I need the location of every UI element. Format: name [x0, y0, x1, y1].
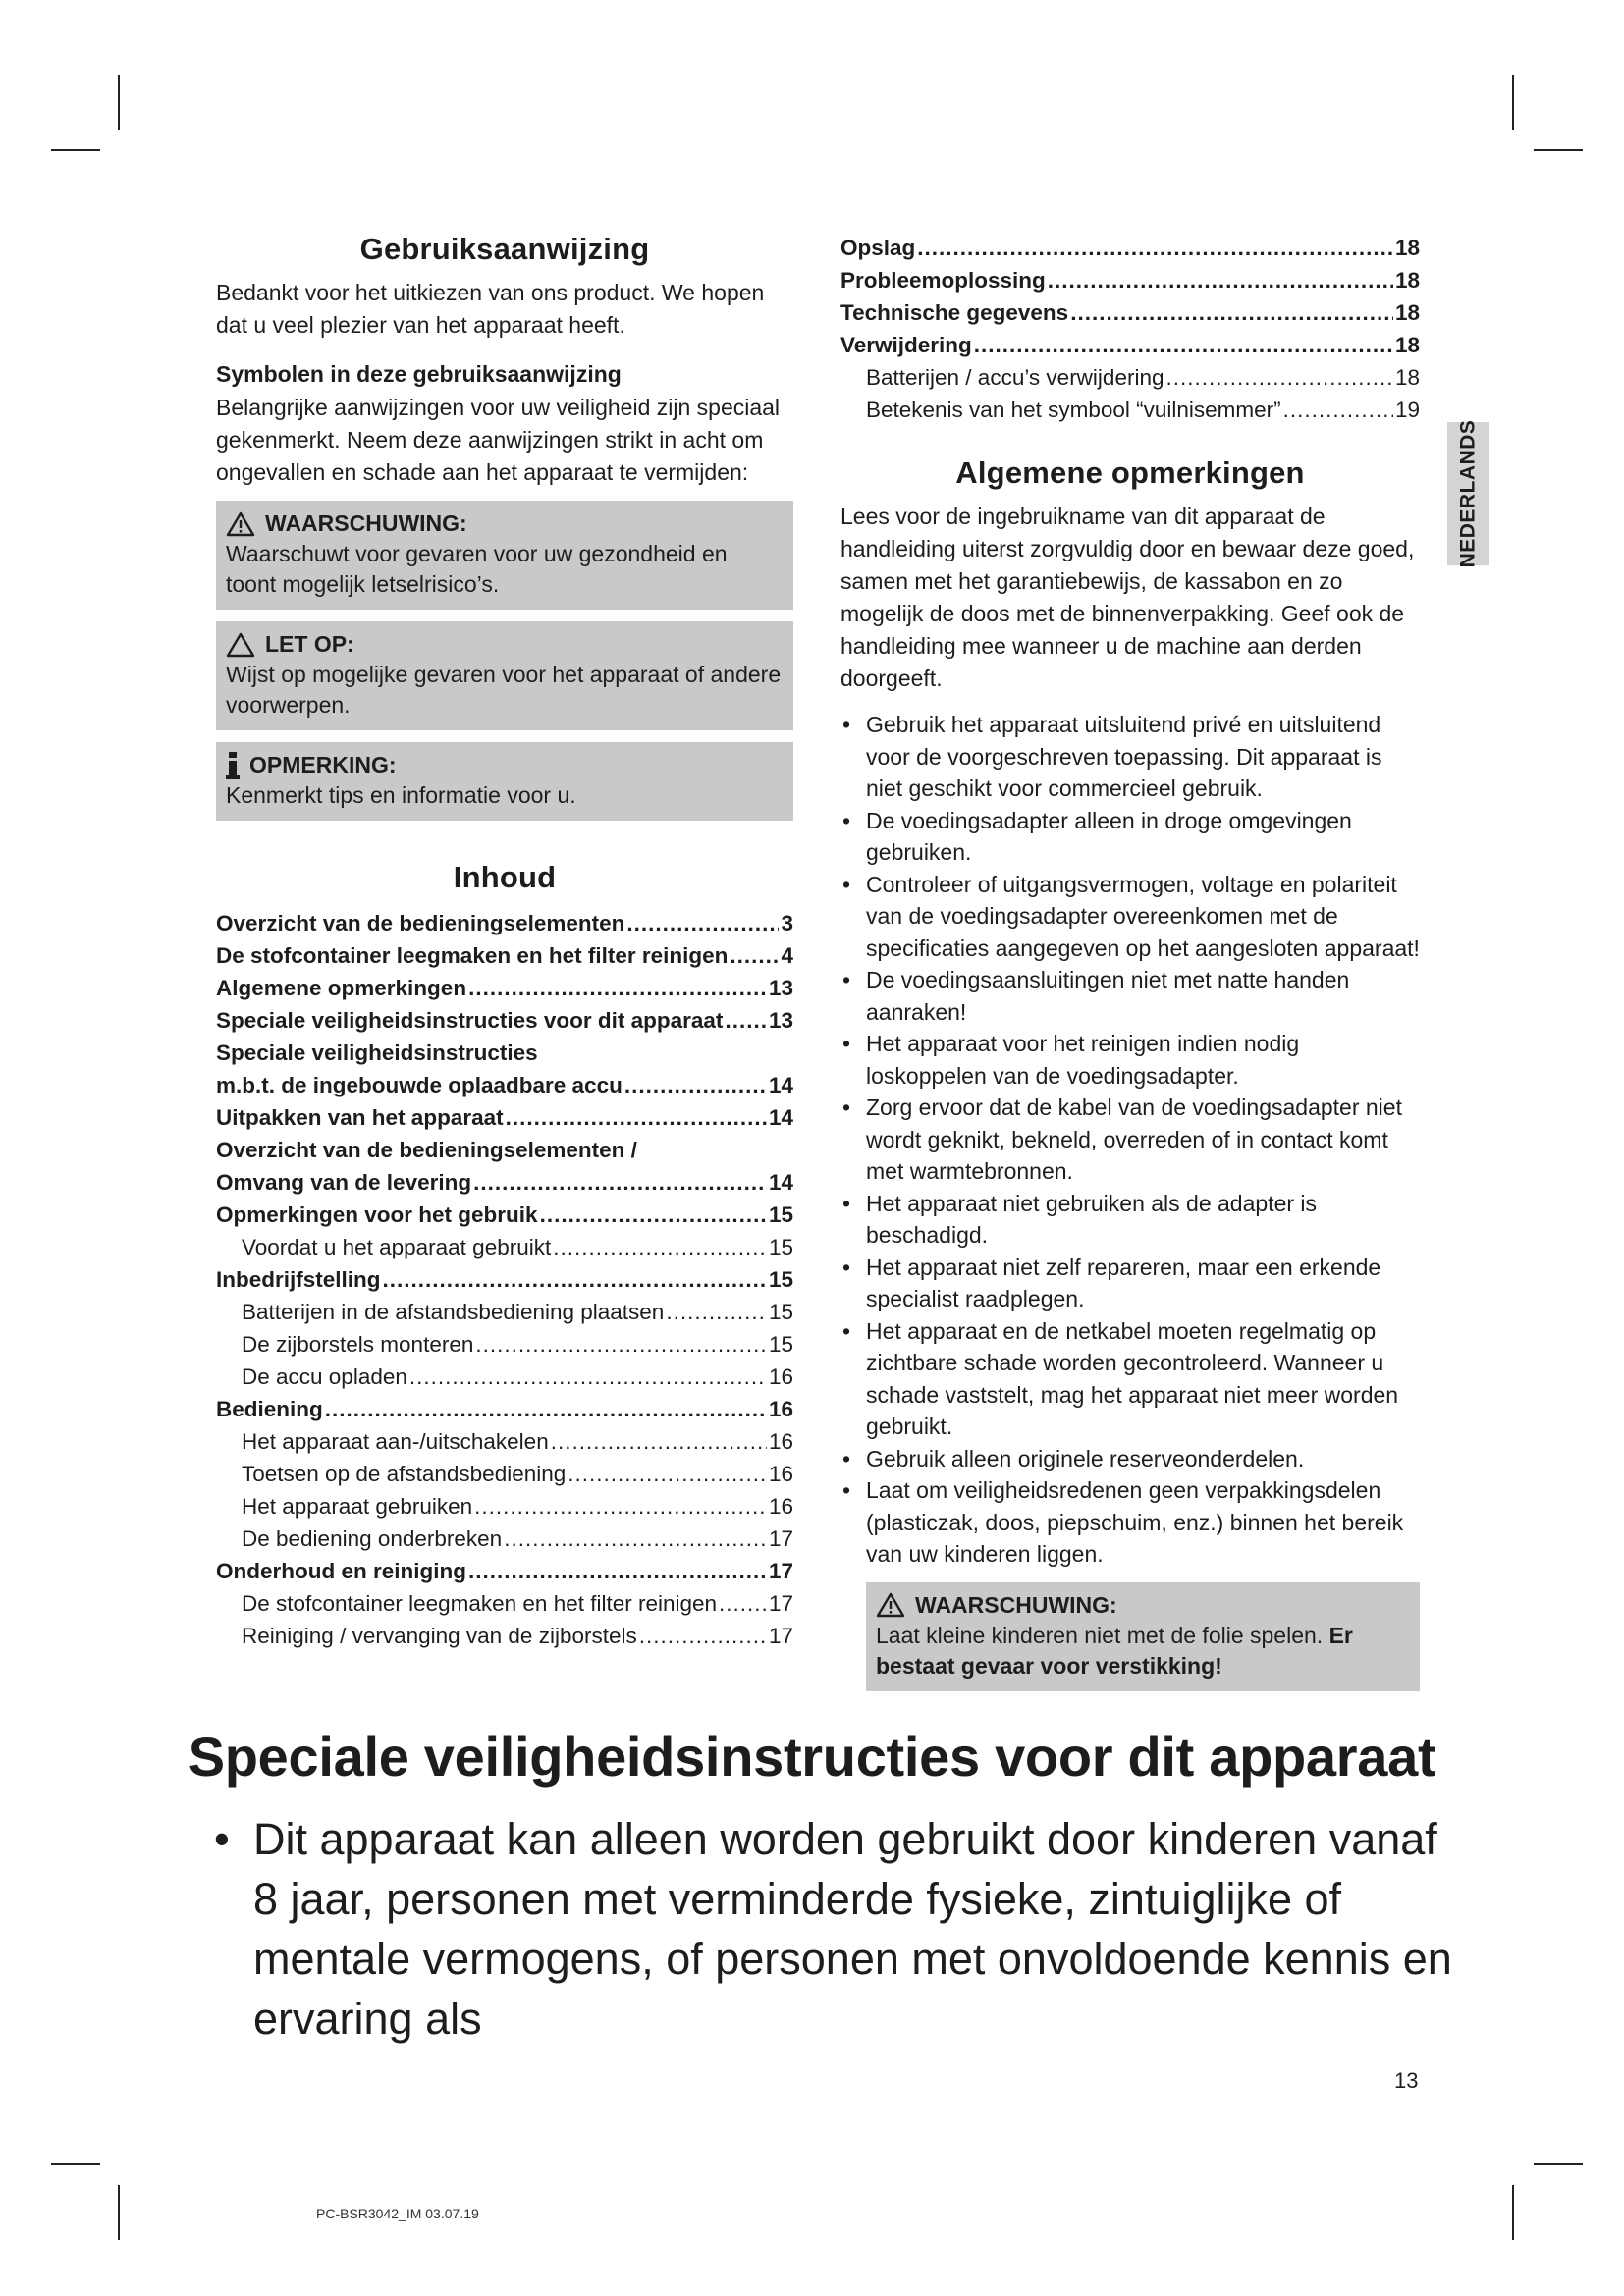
toc-leader-dots: [1048, 264, 1393, 296]
toc-entry: [216, 1361, 793, 1393]
toc-entry-label: De bediening onderbreken: [242, 1526, 503, 1551]
bullet-item: • De voedingsaansluitingen niet met natte handen aanraken!: [840, 964, 1420, 1028]
toc-entry-page: 16: [768, 1397, 793, 1421]
toc-entry-label: Het apparaat gebruiken: [242, 1494, 473, 1519]
warning-text-bold: Er bestaat gevaar voor verstikking!: [876, 1622, 1353, 1679]
toc-entry-label: De accu opladen: [242, 1364, 407, 1389]
toc-entry-page: 4: [781, 943, 793, 968]
toc-entry-page: 14: [768, 1073, 793, 1097]
toc-leader-dots: [1283, 394, 1393, 426]
toc-leader-dots: [553, 1231, 767, 1263]
toc-entry: [216, 1393, 793, 1425]
warning-text: Waarschuwt voor gevaren voor uw gezondheid en toont mogelijk letselrisico’s.: [226, 541, 728, 597]
toc-entry: [216, 939, 793, 972]
toc-entry-label: Overzicht van de bedieningselementen /: [216, 1138, 637, 1162]
toc-leader-dots: [666, 1296, 767, 1328]
toc-entry: [216, 1620, 793, 1652]
toc-entry-label: Opslag: [840, 236, 916, 260]
note-title: OPMERKING:: [249, 752, 397, 777]
bullet-item: • Het apparaat niet zelf repareren, maar een erkende specialist raadplegen.: [840, 1252, 1420, 1315]
toc-entry: [216, 1101, 793, 1134]
bullet-item: • De voedingsadapter alleen in droge omgevingen gebruiken.: [840, 805, 1420, 869]
toc-entry-label: Bediening: [216, 1397, 323, 1421]
warning-text-plain: Laat kleine kinderen niet met de folie spelen.: [876, 1622, 1324, 1648]
toc-entry-label: Probleemoplossing: [840, 268, 1046, 293]
toc-entry: [216, 1231, 793, 1263]
toc-entry: [216, 1199, 793, 1231]
toc-entry-page: 16: [768, 1494, 793, 1519]
toc-leader-dots: [974, 329, 1393, 361]
note-notice: [216, 742, 793, 821]
bullet-item: • Zorg ervoor dat de kabel van de voedingsadapter niet wordt geknikt, bekneld, overreden of in contact komt met warmtebronnen.: [840, 1092, 1420, 1188]
toc-leader-dots: [506, 1101, 767, 1134]
warning-notice: [216, 501, 793, 610]
warning-triangle-icon: [876, 1592, 905, 1618]
toc-leader-dots: [917, 232, 1393, 264]
toc-leader-dots: [475, 1328, 767, 1361]
suffocation-warning-notice: [866, 1582, 1420, 1691]
toc-leader-dots: [468, 1555, 767, 1587]
toc-entry-label: Uitpakken van het apparaat: [216, 1105, 504, 1130]
toc-leader-dots: [725, 1004, 767, 1037]
toc-leader-dots: [474, 1490, 767, 1522]
toc-entry-label: Opmerkingen voor het gebruik: [216, 1202, 538, 1227]
table-of-contents-continued: [840, 232, 1420, 426]
toc-entry-label: Onderhoud en reiniging: [216, 1559, 466, 1583]
intro-text: Bedankt voor het uitkiezen van ons product. We hopen dat u veel plezier van het apparaat heeft.: [216, 280, 765, 338]
toc-entry-page: 18: [1394, 365, 1420, 390]
right-column: [840, 232, 1420, 1691]
warning-title: WAARSCHUWING:: [915, 1591, 1117, 1618]
toc-entry: [840, 296, 1420, 329]
toc-entry-page: 15: [768, 1332, 793, 1357]
toc-leader-dots: [624, 1069, 767, 1101]
toc-leader-dots: [325, 1393, 767, 1425]
toc-entry: [216, 1069, 793, 1101]
toc-entry-label: Batterijen / accu’s verwijdering: [866, 365, 1164, 390]
toc-entry-label: Inbedrijfstelling: [216, 1267, 381, 1292]
toc-entry-page: 16: [768, 1429, 793, 1454]
toc-entry-label: Omvang van de levering: [216, 1170, 472, 1195]
toc-entry-page: 17: [768, 1559, 793, 1583]
toc-entry: [216, 1166, 793, 1199]
toc-leader-dots: [639, 1620, 767, 1652]
toc-leader-dots: [468, 972, 767, 1004]
crop-mark: [1534, 2163, 1583, 2165]
toc-entry-label: Technische gegevens: [840, 300, 1069, 325]
left-column: [216, 232, 793, 1652]
toc-leader-dots: [383, 1263, 767, 1296]
crop-mark: [1512, 2185, 1514, 2240]
toc-leader-dots: [473, 1166, 767, 1199]
toc-entry: [216, 1037, 793, 1069]
safety-bullet-list: [840, 709, 1420, 1571]
toc-entry: [216, 1263, 793, 1296]
toc-leader-dots: [1165, 361, 1392, 394]
toc-entry-label: m.b.t. de ingebouwde oplaadbare accu: [216, 1073, 623, 1097]
toc-entry-page: 3: [781, 911, 793, 935]
toc-leader-dots: [568, 1458, 767, 1490]
warning-title: WAARSCHUWING:: [265, 510, 467, 536]
toc-entry: [840, 232, 1420, 264]
crop-mark: [51, 149, 100, 151]
toc-leader-dots: [626, 907, 779, 939]
general-remarks-text: Lees voor de ingebruikname van dit apparaat de handleiding uiterst zorgvuldig door en bewaar deze goed, samen met het garantiebewijs, de kassabon en zo mogelijk de doos met de binnenverpakking. Geef ook de handleiding mee wanneer u de machine aan derden doorgeeft.: [840, 504, 1415, 691]
toc-entry: [216, 1458, 793, 1490]
toc-leader-dots: [730, 939, 779, 972]
toc-entry-page: 16: [768, 1364, 793, 1389]
toc-entry-page: 14: [768, 1170, 793, 1195]
toc-entry: [216, 1555, 793, 1587]
crop-mark: [51, 2163, 100, 2165]
toc-entry-page: 18: [1394, 300, 1420, 325]
crop-mark: [118, 75, 120, 130]
page-number: 13: [1394, 2068, 1419, 2093]
toc-entry-label: Algemene opmerkingen: [216, 976, 467, 1000]
footer-code: PC-BSR3042_IM 03.07.19: [316, 2206, 479, 2221]
toc-entry-page: 14: [768, 1105, 793, 1130]
warning-triangle-icon: [226, 511, 255, 537]
toc-entry: [216, 1134, 793, 1166]
table-of-contents: [216, 907, 793, 1652]
bullet-item: • Het apparaat en de netkabel moeten regelmatig op zichtbare schade worden gecontroleerd. Wanneer u schade vaststelt, mag het apparaat niet meer worden gebruikt.: [840, 1315, 1420, 1443]
toc-entry-page: 17: [768, 1591, 793, 1616]
symbols-text: Belangrijke aanwijzingen voor uw veiligheid zijn speciaal gekenmerkt. Neem deze aanwijzingen strikt in acht om ongevallen en schade aan het apparaat te vermijden:: [216, 395, 781, 485]
bullet-item: • Laat om veiligheidsredenen geen verpakkingsdelen (plasticzak, doos, piepschuim, enz.) binnen het bereik van uw kinderen liggen.: [840, 1474, 1420, 1571]
toc-entry-label: Batterijen in de afstandsbediening plaatsen: [242, 1300, 665, 1324]
special-safety-bullet: • Dit apparaat kan alleen worden gebruikt door kinderen vanaf 8 jaar, personen met verminderde fysieke, zintuiglijke of mentale vermogens, of personen met onvoldoende kennis en ervaring als: [214, 1809, 1471, 2049]
toc-entry-page: 18: [1394, 333, 1420, 357]
toc-entry: [216, 972, 793, 1004]
toc-leader-dots: [1070, 296, 1393, 329]
toc-entry-label: De stofcontainer leegmaken en het filter reinigen: [216, 943, 729, 968]
toc-entry-page: 17: [768, 1526, 793, 1551]
toc-entry: [216, 1522, 793, 1555]
toc-entry: [216, 1328, 793, 1361]
toc-entry: [840, 264, 1420, 296]
toc-leader-dots: [540, 1199, 767, 1231]
bullet-item: • Het apparaat niet gebruiken als de adapter is beschadigd.: [840, 1188, 1420, 1252]
toc-entry: [216, 1490, 793, 1522]
toc-entry-label: Voordat u het apparaat gebruikt: [242, 1235, 552, 1259]
caution-title: LET OP:: [265, 631, 354, 657]
note-text: Kenmerkt tips en informatie voor u.: [226, 782, 576, 808]
toc-entry-page: 16: [768, 1462, 793, 1486]
toc-entry-label: Het apparaat aan-/uitschakelen: [242, 1429, 549, 1454]
caution-triangle-icon: [226, 632, 255, 658]
language-tab-label: NEDERLANDS: [1456, 419, 1479, 568]
special-safety-title: Speciale veiligheidsinstructies voor dit apparaat: [188, 1726, 1436, 1788]
toc-entry: [216, 1587, 793, 1620]
toc-entry-label: Betekenis van het symbool “vuilnisemmer”: [866, 398, 1281, 422]
toc-entry-label: Toetsen op de afstandsbediening: [242, 1462, 567, 1486]
toc-entry-label: De zijborstels monteren: [242, 1332, 474, 1357]
symbols-heading: Symbolen in deze gebruiksaanwijzing: [216, 361, 622, 387]
toc-entry-label: Reiniging / vervanging van de zijborstels: [242, 1624, 637, 1648]
crop-mark: [118, 2185, 120, 2240]
info-icon: [226, 752, 240, 779]
toc-entry: [840, 361, 1420, 394]
toc-entry-page: 13: [768, 976, 793, 1000]
caution-text: Wijst op mogelijke gevaren voor het apparaat of andere voorwerpen.: [226, 662, 782, 718]
crop-mark: [1534, 149, 1583, 151]
toc-entry-label: Verwijdering: [840, 333, 972, 357]
toc-leader-dots: [551, 1425, 767, 1458]
toc-entry: [840, 329, 1420, 361]
toc-entry: [216, 1296, 793, 1328]
toc-entry-page: 15: [768, 1202, 793, 1227]
toc-entry-label: Speciale veiligheidsinstructies: [216, 1041, 538, 1065]
crop-mark: [1512, 75, 1514, 130]
toc-title: Inhoud: [453, 860, 557, 894]
toc-entry-page: 15: [768, 1235, 793, 1259]
toc-leader-dots: [409, 1361, 767, 1393]
toc-entry-page: 15: [768, 1267, 793, 1292]
toc-entry-page: 17: [768, 1624, 793, 1648]
toc-entry-page: 18: [1394, 268, 1420, 293]
toc-entry-page: 18: [1394, 236, 1420, 260]
general-remarks-title: Algemene opmerkingen: [955, 455, 1305, 490]
manual-title: Gebruiksaanwijzing: [359, 232, 650, 266]
warning-text: [876, 1621, 1410, 1682]
toc-entry: [216, 1004, 793, 1037]
toc-leader-dots: [719, 1587, 767, 1620]
toc-entry: [840, 394, 1420, 426]
toc-entry-page: 19: [1394, 398, 1420, 422]
toc-entry-page: 13: [768, 1008, 793, 1033]
toc-entry: [216, 1425, 793, 1458]
toc-entry-label: Overzicht van de bedieningselementen: [216, 911, 625, 935]
toc-entry-page: 15: [768, 1300, 793, 1324]
toc-leader-dots: [504, 1522, 767, 1555]
language-tab: [1447, 419, 1489, 568]
bullet-item: • Gebruik alleen originele reserveonderdelen.: [840, 1443, 1420, 1475]
bullet-item: • Het apparaat voor het reinigen indien nodig loskoppelen van de voedingsadapter.: [840, 1028, 1420, 1092]
bullet-item: • Gebruik het apparaat uitsluitend privé en uitsluitend voor de voorgeschreven toepassing. Dit apparaat is niet geschikt voor commercieel gebruik.: [840, 709, 1420, 805]
bullet-item: • Controleer of uitgangsvermogen, voltage en polariteit van de voedingsadapter overeenkomen met de specificaties aangegeven op het aangesloten apparaat!: [840, 869, 1420, 965]
toc-entry-label: Speciale veiligheidsinstructies voor dit apparaat: [216, 1008, 724, 1033]
caution-notice: [216, 621, 793, 730]
toc-entry: [216, 907, 793, 939]
toc-entry-label: De stofcontainer leegmaken en het filter reinigen: [242, 1591, 718, 1616]
